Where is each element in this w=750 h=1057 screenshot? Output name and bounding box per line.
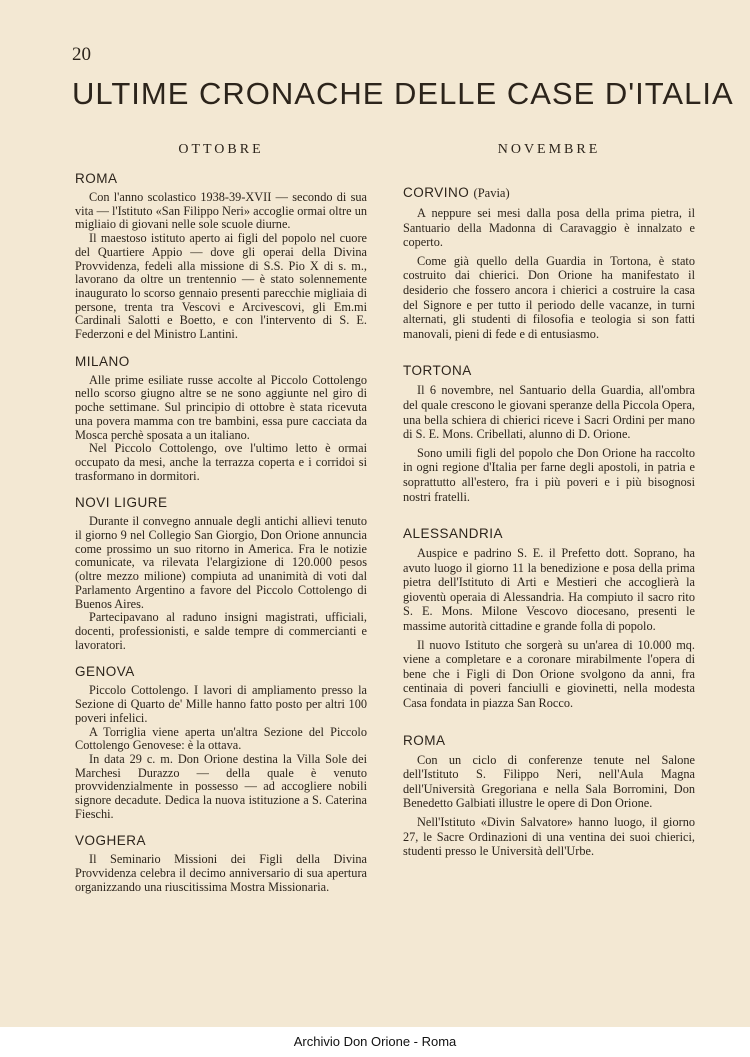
paragraph: A Torriglia viene aperta un'altra Sezione del Piccolo Cottolengo Genovese: è la ottava.	[75, 724, 367, 753]
paragraph: Con un ciclo di conferenze tenute nel Salone dell'Istituto S. Filippo Neri, nell'Aula Magna dell'Università Gregoriana e nella Sala Borromini, Don Benedetto Galbiati illustre le opere di Don Orione.	[403, 752, 695, 811]
paragraph: Come già quello della Guardia in Tortona, è stato costruito dai chierici. Don Orione ha manifestato il desiderio che fossero ancora i chierici a costruire la casa del Signore e per tutto il periodo delle vacanze, in turni alternati, gli studenti di filosofia e teologia si son fatti manovali, pieni di fede e di entusiasmo.	[403, 253, 695, 341]
page-number: 20	[72, 44, 91, 65]
paragraph: Il 6 novembre, nel Santuario della Guardia, all'ombra del quale crescono le giovani speranze della Piccola Opera, una bella schiera di chierici riceve i Sacri Ordini per mano di S. E. Mons. Cribellati, alunno di D. Orione.	[403, 383, 695, 442]
section-heading: VOGHERA	[75, 833, 147, 849]
paragraph: Piccolo Cottolengo. I lavori di ampliamento presso la Sezione di Quarto de' Mille hanno fatto posto per altri 100 poveri infelici.	[75, 683, 367, 725]
section-heading-sub: (Pavia)	[473, 186, 510, 200]
paragraph: Il nuovo Istituto che sorgerà su un'area di 10.000 mq. viene a completare e a coronare mirabilmente l'opera di bene che i Figli di Don Orione svolgono da anni, fra centinaia di poveri fanciulli e giovinetti, nella modesta Casa fondata in piazza San Rocco.	[403, 637, 695, 711]
paragraph: Auspice e padrino S. E. il Prefetto dott. Soprano, ha avuto luogo il giorno 11 la benedizione e posa della prima pietra dell'Istituto di Arti e Mestieri che accoglierà la gioventù operaia di Alessandria. Ha compiuto il sacro rito S. E. Mons. Milone Vescovo diocesano, presenti le massime autorità cittadine e grande folla di popolo.	[403, 546, 695, 634]
paragraph: Nel Piccolo Cottolengo, ove l'ultimo letto è ormai occupato da mesi, anche la terrazza coperta e i corridoi si trasformano in dormitori.	[75, 441, 367, 483]
paragraph: A neppure sei mesi dalla posa della prima pietra, il Santuario della Madonna di Caravaggio è innalzato e coperto.	[403, 206, 695, 250]
section-heading-name: CORVINO	[403, 185, 470, 200]
paragraph: Durante il convegno annuale degli antichi allievi tenuto il giorno 9 nel Collegio San Giorgio, Don Orione annuncia come prossimo un suo ritorno in America. Fra le notizie comunicate, va rilevata l'elargizione di 120.000 pesos (oltre mezzo milione) compiuta ad unanimità di voti dal Parlamento Argentino a favore del Piccolo Cottolengo di Buenos Aires.	[75, 514, 367, 611]
page-title: ULTIME CRONACHE DELLE CASE D'ITALIA	[72, 76, 734, 111]
section-heading: TORTONA	[403, 363, 472, 379]
month-heading-october: OTTOBRE	[178, 142, 264, 157]
paragraph: Il maestoso istituto aperto ai figli del popolo nel cuore del Quartiere Appio — dove gli operai della Divina Provvidenza, fedeli alla missione di S.S. Pio X di s. m., lavorano da oltre un trentennio — è stato solennemente inaugurato lo scorso gennaio presenti parecchie migliaia di persone, trenta tra Vescovi e Arcivescovi, gli Em.mi Cardinali Salotti e Boetto, e con l'intervento di S. E. Federzoni e del Ministro Lantini.	[75, 231, 367, 342]
section-corvino	[403, 185, 695, 341]
paragraph: Alle prime esiliate russe accolte al Piccolo Cottolengo nello scorso giugno altre se ne sono aggiunte nel giro di poche settimane. Sul principio di ottobre è stata ricevuta una povera mamma con tre bambini, essa pure cacciata da Mosca perchè sposata a un italiano.	[75, 372, 367, 442]
paragraph: Sono umili figli del popolo che Don Orione ha raccolto in ogni regione d'Italia per farne degli apostoli, in patria e soprattutto all'estero, fra i più poveri e i più bisognosi nostri fratelli.	[403, 445, 695, 504]
section-heading: ALESSANDRIA	[403, 526, 504, 542]
paragraph: Il Seminario Missioni dei Figli della Divina Provvidenza celebra il decimo anniversario di sua apertura organizzando una riuscitissima Mostra Missionaria.	[75, 852, 367, 894]
section-tortona	[403, 363, 695, 504]
section-heading: MILANO	[75, 353, 130, 369]
paragraph: Partecipavano al raduno insigni magistrati, ufficiali, docenti, professionisti, e salde tempre di commercianti e lavoratori.	[75, 610, 367, 652]
section-novi-ligure	[75, 495, 367, 652]
section-genova	[75, 664, 367, 821]
paragraph: Con l'anno scolastico 1938-39-XVII — secondo di sua vita — l'Istituto «San Filippo Neri» accoglie ormai oltre un migliaio di giovani nelle sole scuole diurne.	[75, 190, 367, 232]
section-alessandria	[403, 526, 695, 711]
section-milano	[75, 354, 367, 484]
paragraph: In data 29 c. m. Don Orione destina la Villa Sole dei Marchesi Durazzo — della quale è venuto provvidenzialmente in possesso — ad accogliere nobili signore decadute. Dedica la nuova istituzione a S. Caterina Fieschi.	[75, 751, 367, 821]
month-heading-november: NOVEMBRE	[497, 142, 601, 157]
section-heading: NOVI LIGURE	[75, 495, 168, 511]
section-voghera	[75, 833, 367, 894]
right-column	[403, 142, 695, 881]
archive-footer: Archivio Don Orione - Roma	[0, 1027, 750, 1057]
section-heading	[403, 185, 695, 201]
section-heading: ROMA	[75, 171, 118, 186]
section-roma-november	[403, 733, 695, 859]
paragraph: Nell'Istituto «Divin Salvatore» hanno luogo, il giorno 27, le Sacre Ordinazioni di una ventina dei suoi chierici, studenti presso le Università dell'Urbe.	[403, 815, 695, 859]
section-heading: GENOVA	[75, 664, 135, 680]
section-heading: ROMA	[403, 732, 446, 748]
left-column	[75, 142, 367, 907]
section-roma-october	[75, 171, 367, 342]
